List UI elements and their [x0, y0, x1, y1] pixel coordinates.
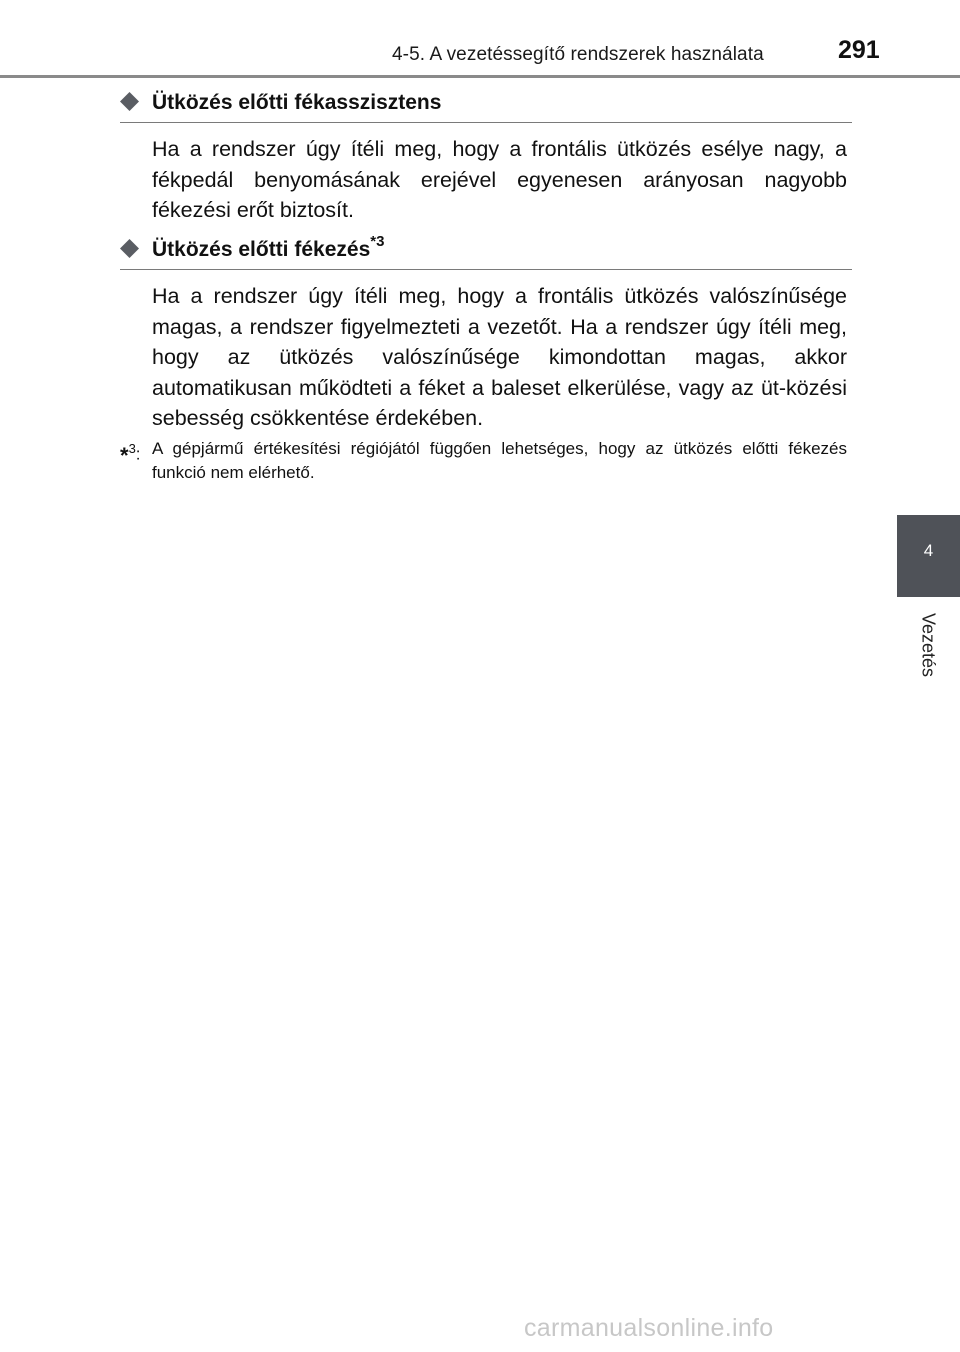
footnote [120, 437, 847, 485]
header-divider [0, 75, 960, 78]
section-body: Ha a rendszer úgy ítéli meg, hogy a frontális ütközés esélye nagy, a fékpedál benyomásának erejével egyenesen arányosan nagyobb fékezési erőt biztosít. [152, 137, 847, 222]
footnote-marker: *$^3$: [120, 441, 141, 468]
section-pre-collision-braking [120, 231, 852, 434]
chapter-label: Vezetés [918, 612, 939, 678]
header-title: 4-5. A vezetéssegítő rendszerek használata [392, 44, 764, 65]
section-heading-text: Ütközés előtti fékezés$^{*3}$ [152, 233, 385, 261]
section-body: Ha a rendszer úgy ítéli meg, hogy a frontális ütközés valószínűsége magas, a rendszer figyelmezteti a vezetőt. Ha a rendszer úgy ítéli meg, hogy az ütközés valószínűsége kimondottan magas, akkor automatikusan működteti a féket a baleset elkerülése, vagy az üt-közési sebesség csökkentése érdekében. [152, 284, 847, 430]
section-heading [120, 84, 852, 123]
section-brake-assist [120, 84, 852, 226]
diamond-bullet-icon [120, 92, 139, 111]
footnote-text: A gépjármű értékesítési régiójától függően lehetséges, hogy az ütközés előtti fékezés funkció nem elérhető. [152, 439, 847, 482]
footnote-reference: *3 [370, 233, 385, 250]
diamond-bullet-icon [120, 239, 139, 258]
chapter-number: 4 [923, 541, 934, 560]
chapter-tab [897, 515, 960, 597]
section-heading-text: Ütközés előtti fékasszisztens [152, 91, 442, 114]
watermark: carmanualsonline.info [524, 1314, 774, 1342]
page-number: 291 [838, 36, 880, 64]
section-heading [120, 231, 852, 270]
